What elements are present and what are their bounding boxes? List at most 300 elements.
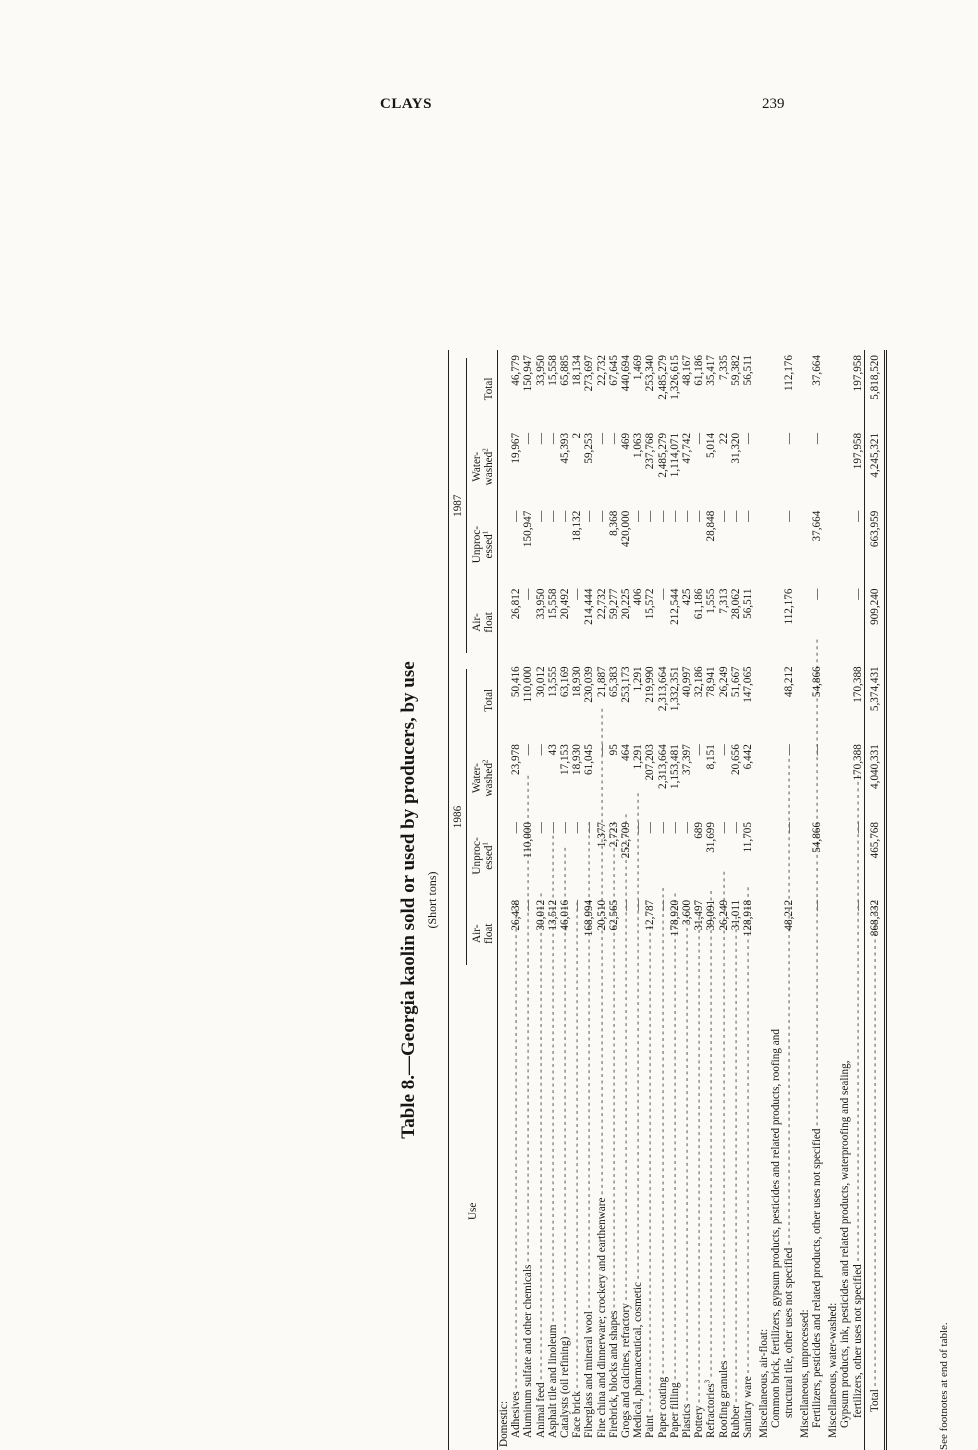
column-header: Water- washed$^2$: [469, 739, 498, 817]
table-body: [497, 350, 885, 1450]
table-cell: 35,417: [704, 355, 717, 386]
use-label: Firebrick, blocks and shapes - - -: [607, 973, 619, 1450]
table-cell: 47,742: [680, 432, 693, 464]
table-cell: 45,393: [558, 432, 571, 464]
table-cell: —: [668, 510, 681, 522]
table-cell: 11,705: [741, 822, 754, 853]
table-cell: —: [692, 432, 705, 445]
table-row: [559, 350, 571, 1450]
table-cell: 48,212: [782, 899, 795, 931]
table-row: [668, 350, 680, 1450]
use-label: Paper filling - - -: [668, 973, 680, 1450]
table-cell: 59,253: [582, 432, 595, 464]
table-cell: 22,732: [595, 355, 608, 386]
table-cell: —: [534, 744, 547, 756]
use-label: Sanitary ware - - -: [742, 973, 754, 1450]
table-cell: 197,958: [851, 355, 864, 392]
table-cell: 28,062: [729, 588, 742, 620]
table-cell: 128,918: [741, 899, 754, 937]
table-cell: 1,153,481: [668, 744, 681, 789]
table-cell: [794, 895, 810, 973]
table-row: [705, 350, 717, 1450]
table-cell: —: [656, 588, 669, 600]
table-cell: —: [782, 432, 795, 445]
table-row: [782, 350, 794, 1450]
total-cell: 465,768: [864, 817, 885, 895]
table-cell: [754, 895, 770, 973]
table-cell: [754, 584, 770, 662]
column-header: Unproc- essed$^1$: [469, 506, 498, 584]
table-cell: [823, 661, 839, 739]
table-cell: 15,558: [546, 588, 559, 620]
use-label: Miscellaneous, air-float:: [757, 1328, 770, 1438]
table-row: [620, 350, 632, 1450]
use-label: Fertilizers, pesticides and related products, other uses not specified - - -: [811, 973, 823, 1450]
table-row: [729, 350, 741, 1450]
use-label: Catalysts (oil refining) - - -: [559, 973, 571, 1450]
table-row: [583, 350, 595, 1450]
table-cell: —: [607, 432, 620, 445]
table-cell: 168,994: [582, 899, 595, 937]
table-cell: —: [680, 822, 693, 834]
table-cell: 31,011: [729, 899, 742, 931]
use-column-header: Use: [448, 973, 497, 1450]
table-cell: 230,039: [582, 666, 595, 703]
table-cell: [754, 350, 770, 428]
table-cell: 1,332,351: [668, 666, 681, 712]
table-cell: —: [521, 744, 534, 756]
table-cell: 33,950: [534, 355, 547, 386]
table-cell: —: [631, 510, 644, 522]
table-cell: —: [521, 432, 534, 445]
table-cell: 18,930: [570, 744, 583, 775]
total-cell: 663,959: [864, 506, 885, 584]
use-label: Fine china and dinnerware; crockery and earthenware - - -: [595, 973, 607, 1450]
table-cell: 20,510: [595, 899, 608, 931]
table-cell: —: [729, 822, 742, 834]
table-cell: [497, 428, 510, 506]
table-cell: [770, 350, 782, 428]
table-row: [497, 350, 510, 1450]
use-label: Plastics - - -: [681, 973, 693, 1450]
table-cell: [794, 350, 810, 428]
table-row: [851, 350, 864, 1450]
kaolin-use-table: [448, 350, 887, 1450]
table-cell: —: [717, 744, 730, 756]
table-row: [823, 350, 839, 1450]
column-header: Air- float: [469, 584, 498, 662]
table-cell: —: [595, 510, 608, 522]
table-cell: —: [570, 822, 583, 834]
table-cell: 2,485,279: [656, 355, 669, 400]
table-cell: 150,947: [521, 510, 534, 548]
table-cell: —: [692, 744, 705, 756]
table-cell: —: [546, 822, 559, 834]
table-cell: 46,779: [509, 355, 522, 386]
table-cell: —: [717, 822, 730, 834]
table-cell: [497, 817, 510, 895]
table-cell: 214,444: [582, 588, 595, 625]
table-cell: —: [782, 744, 795, 756]
table-cell: —: [656, 899, 669, 912]
table-cell: 1,114,071: [668, 432, 681, 478]
total-cell: 5,374,431: [864, 661, 885, 739]
table-cell: —: [521, 899, 534, 912]
table-cell: 54,866: [810, 822, 823, 853]
table-cell: 425: [680, 588, 693, 606]
table-cell: 15,558: [546, 355, 559, 386]
table-cell: 54,866: [810, 666, 823, 698]
table-cell: 110,000: [521, 666, 534, 703]
table-cell: 12,787: [643, 899, 656, 931]
table-cell: [497, 895, 510, 973]
table-cell: [823, 506, 839, 584]
table-cell: —: [729, 510, 742, 522]
table-cell: 48,167: [680, 355, 693, 386]
table-cell: 219,990: [643, 666, 656, 703]
table-cell: 22,732: [595, 588, 608, 620]
use-label: Rubber - - -: [729, 973, 741, 1450]
table-cell: 253,340: [643, 355, 656, 392]
table-cell: 32,186: [692, 666, 705, 698]
table-cell: —: [631, 822, 644, 834]
table-cell: 20,492: [558, 588, 571, 620]
table-row: [717, 350, 729, 1450]
use-label: Domestic:: [497, 1401, 510, 1447]
table-cell: [770, 428, 782, 506]
table-cell: 37,664: [810, 510, 823, 542]
table-cell: 21,887: [595, 666, 608, 698]
table-cell: 26,438: [509, 899, 522, 931]
table-cell: —: [741, 510, 754, 522]
table-cell: —: [546, 432, 559, 445]
table-cell: [497, 739, 510, 817]
table-row: [742, 350, 754, 1450]
table-cell: 30,012: [534, 666, 547, 698]
table-subtitle: (Short tons): [424, 871, 439, 929]
use-label: Refractories$^3$ - - -: [705, 973, 717, 1450]
table-cell: 8,151: [704, 744, 717, 770]
table-cell: [839, 350, 851, 428]
table-cell: 78,941: [704, 666, 717, 698]
total-cell: 4,040,331: [864, 739, 885, 817]
year-header-1986: 1986: [448, 661, 469, 972]
table-cell: [839, 817, 851, 895]
table-row: [656, 350, 668, 1450]
table-cell: 37,664: [810, 355, 823, 386]
table-cell: 2: [570, 432, 583, 439]
table-cell: 440,694: [619, 355, 632, 392]
table-cell: —: [534, 432, 547, 445]
table-cell: 170,388: [851, 666, 864, 703]
table-cell: 147,065: [741, 666, 754, 703]
use-label: Common brick, fertilizers, gypsum products, pesticides and related products, roofing and: [769, 1029, 782, 1428]
column-header: Total: [469, 350, 498, 428]
table-cell: [823, 817, 839, 895]
table-cell: [770, 895, 782, 973]
table-cell: [823, 584, 839, 662]
table-cell: 26,812: [509, 588, 522, 620]
table-cell: —: [782, 822, 795, 834]
table-cell: —: [582, 822, 595, 834]
table-cell: 19,967: [509, 432, 522, 464]
total-cell: 868,332: [864, 895, 885, 973]
table-cell: —: [851, 510, 864, 522]
table-cell: —: [668, 822, 681, 834]
table-row: [770, 350, 782, 1450]
rotated-table-block: [398, 350, 978, 1450]
table-cell: 112,176: [782, 355, 795, 391]
table-cell: 406: [631, 588, 644, 606]
table-row: [811, 350, 823, 1450]
use-label: Animal feed - - -: [534, 973, 546, 1450]
table-row: [644, 350, 656, 1450]
table-cell: 252,709: [619, 822, 632, 859]
table-cell: [770, 817, 782, 895]
table-title: Table 8.—Georgia kaolin sold or used by producers, by use: [397, 661, 419, 1139]
table-cell: —: [570, 899, 583, 912]
table-cell: 43: [546, 744, 559, 756]
table-cell: 170,388: [851, 744, 864, 781]
table-cell: 67,645: [607, 355, 620, 386]
table-cell: [839, 428, 851, 506]
table-cell: —: [546, 510, 559, 522]
table-cell: 2,723: [607, 822, 620, 848]
table-cell: —: [558, 510, 571, 522]
table-cell: —: [509, 822, 522, 834]
table-cell: [754, 428, 770, 506]
use-label: Medical, pharmaceutical, cosmetic - - -: [632, 973, 644, 1450]
table-cell: 420,000: [619, 510, 632, 548]
table-cell: 20,225: [619, 588, 632, 620]
table-cell: —: [717, 510, 730, 522]
table-cell: —: [582, 510, 595, 522]
table-cell: 61,186: [692, 588, 705, 620]
table-cell: 37,397: [680, 744, 693, 775]
use-label: Miscellaneous, unprocessed:: [798, 1309, 811, 1438]
use-label: Grogs and calcines, refractory - - -: [620, 973, 632, 1450]
table-cell: 48,212: [782, 666, 795, 698]
table-cell: 3,600: [680, 899, 693, 926]
table-cell: [770, 506, 782, 584]
table-cell: 2,485,279: [656, 432, 669, 478]
table-cell: [770, 661, 782, 739]
table-cell: 689: [692, 822, 705, 839]
table-cell: 1,291: [631, 744, 644, 770]
table-cell: —: [656, 510, 669, 522]
table-row: [754, 350, 770, 1450]
table-cell: 1,063: [631, 432, 644, 459]
table-cell: [754, 661, 770, 739]
table-cell: —: [851, 899, 864, 912]
table-cell: [794, 428, 810, 506]
table-cell: 13,512: [546, 899, 559, 931]
table-cell: 2,313,664: [656, 744, 669, 789]
table-cell: 39,091: [704, 899, 717, 931]
table-cell: [839, 739, 851, 817]
table-cell: [794, 506, 810, 584]
table-cell: [754, 817, 770, 895]
table-cell: 31,699: [704, 822, 717, 853]
table-cell: —: [570, 588, 583, 600]
table-cell: [839, 506, 851, 584]
table-cell: 30,012: [534, 899, 547, 931]
table-cell: 212,544: [668, 588, 681, 625]
table-row: [510, 350, 522, 1450]
table-cell: 7,313: [717, 588, 730, 614]
total-cell: 5,818,520: [864, 350, 885, 428]
table-cell: 464: [619, 744, 632, 761]
table-cell: 18,132: [570, 510, 583, 542]
table-cell: 33,950: [534, 588, 547, 620]
table-cell: [754, 739, 770, 817]
table-row: [607, 350, 619, 1450]
table-cell: [497, 350, 510, 428]
footnote-reference: See footnotes at end of table.: [937, 1322, 950, 1450]
table-cell: 40,997: [680, 666, 693, 698]
table-cell: 178,920: [668, 899, 681, 937]
table-cell: —: [521, 588, 534, 600]
table-cell: 207,203: [643, 744, 656, 781]
table-row: [595, 350, 607, 1450]
use-label: Adhesives - - -: [510, 973, 522, 1450]
table-cell: 22: [717, 432, 730, 445]
table-cell: 1,377: [595, 822, 608, 848]
table-cell: [823, 739, 839, 817]
table-cell: 15,572: [643, 588, 656, 620]
table-cell: [839, 584, 851, 662]
table-cell: [497, 661, 510, 739]
table-cell: [794, 661, 810, 739]
table-cell: —: [643, 510, 656, 522]
use-label: fertilizers, other uses not specified - - -: [851, 973, 864, 1450]
table-cell: [794, 739, 810, 817]
table-cell: 1,326,615: [668, 355, 681, 400]
table-cell: [839, 895, 851, 973]
table-cell: 31,320: [729, 432, 742, 464]
total-row: [864, 350, 885, 1450]
table-row: [839, 350, 851, 1450]
table-cell: 112,176: [782, 588, 795, 625]
table-cell: —: [595, 744, 608, 756]
use-label: Roofing granules - - -: [717, 973, 729, 1450]
table-cell: 273,697: [582, 355, 595, 392]
table-cell: 31,497: [692, 899, 705, 931]
table-cell: —: [680, 510, 693, 522]
use-label: Face brick - - -: [571, 973, 583, 1450]
table-cell: 95: [607, 744, 620, 756]
use-label: Asphalt tile and linoleum - - -: [546, 973, 558, 1450]
table-cell: 1,469: [631, 355, 644, 381]
table-cell: —: [534, 510, 547, 522]
total-label: Total - - -: [864, 973, 885, 1450]
table-cell: [794, 584, 810, 662]
table-cell: 56,511: [741, 355, 754, 386]
table-cell: [754, 506, 770, 584]
table-cell: 1,291: [631, 666, 644, 692]
table-cell: 65,885: [558, 355, 571, 386]
table-cell: [770, 739, 782, 817]
column-header: Total: [469, 661, 498, 739]
table-cell: —: [810, 588, 823, 600]
table-cell: 50,416: [509, 666, 522, 698]
table-row: [522, 350, 534, 1450]
table-cell: —: [631, 899, 644, 912]
table-cell: 253,173: [619, 666, 632, 703]
table-cell: —: [619, 899, 632, 912]
table-cell: —: [558, 822, 571, 834]
table-cell: —: [810, 744, 823, 756]
table-cell: —: [810, 899, 823, 912]
table-cell: [770, 584, 782, 662]
table-cell: [823, 895, 839, 973]
table-cell: 18,930: [570, 666, 583, 698]
use-label: structural tile, other uses not specified - - -: [782, 973, 794, 1450]
table-row: [693, 350, 705, 1450]
table-cell: 237,768: [643, 432, 656, 470]
table-row: [546, 350, 558, 1450]
use-label: Fiberglass and mineral wool - - -: [583, 973, 595, 1450]
table-cell: 46,016: [558, 899, 571, 931]
table-cell: —: [782, 510, 795, 522]
table-cell: 56,511: [741, 588, 754, 619]
table-cell: 110,000: [521, 822, 534, 858]
table-cell: 28,848: [704, 510, 717, 542]
table-cell: [839, 661, 851, 739]
table-cell: 7,335: [717, 355, 730, 381]
table-cell: 1,555: [704, 588, 717, 614]
table-cell: 61,045: [582, 744, 595, 775]
table-cell: 5,014: [704, 432, 717, 459]
year-header-1987: 1987: [448, 350, 469, 661]
table-cell: —: [509, 510, 522, 522]
table-cell: —: [741, 432, 754, 445]
table-row: [794, 350, 810, 1450]
table-cell: 59,277: [607, 588, 620, 620]
table-cell: 26,249: [717, 899, 730, 931]
table-cell: 2,313,664: [656, 666, 669, 712]
table-row: [571, 350, 583, 1450]
use-label: Gypsum products, ink, pesticides and related products, waterproofing and sealing,: [838, 1060, 851, 1428]
use-label: Paper coating - - -: [656, 973, 668, 1450]
table-cell: 26,249: [717, 666, 730, 698]
table-cell: 65,383: [607, 666, 620, 698]
table-cell: 13,555: [546, 666, 559, 698]
table-cell: —: [810, 432, 823, 445]
column-header: Unproc- essed$^1$: [469, 817, 498, 895]
table-container: [448, 350, 887, 1450]
table-cell: 197,958: [851, 432, 864, 470]
table-cell: —: [643, 822, 656, 834]
table-cell: —: [692, 510, 705, 522]
page-number: 239: [762, 96, 785, 112]
table-cell: 62,565: [607, 899, 620, 931]
column-header: Air- float: [469, 895, 498, 973]
table-cell: 17,153: [558, 744, 571, 775]
table-cell: 6,442: [741, 744, 754, 770]
table-cell: 18,134: [570, 355, 583, 386]
table-cell: —: [534, 822, 547, 834]
table-cell: —: [595, 432, 608, 445]
table-cell: 8,368: [607, 510, 620, 536]
table-cell: 51,667: [729, 666, 742, 698]
table-cell: 23,978: [509, 744, 522, 775]
running-head: CLAYS: [380, 96, 432, 112]
table-cell: —: [851, 822, 864, 834]
table-cell: [823, 428, 839, 506]
table-cell: 469: [619, 432, 632, 450]
table-cell: [794, 817, 810, 895]
